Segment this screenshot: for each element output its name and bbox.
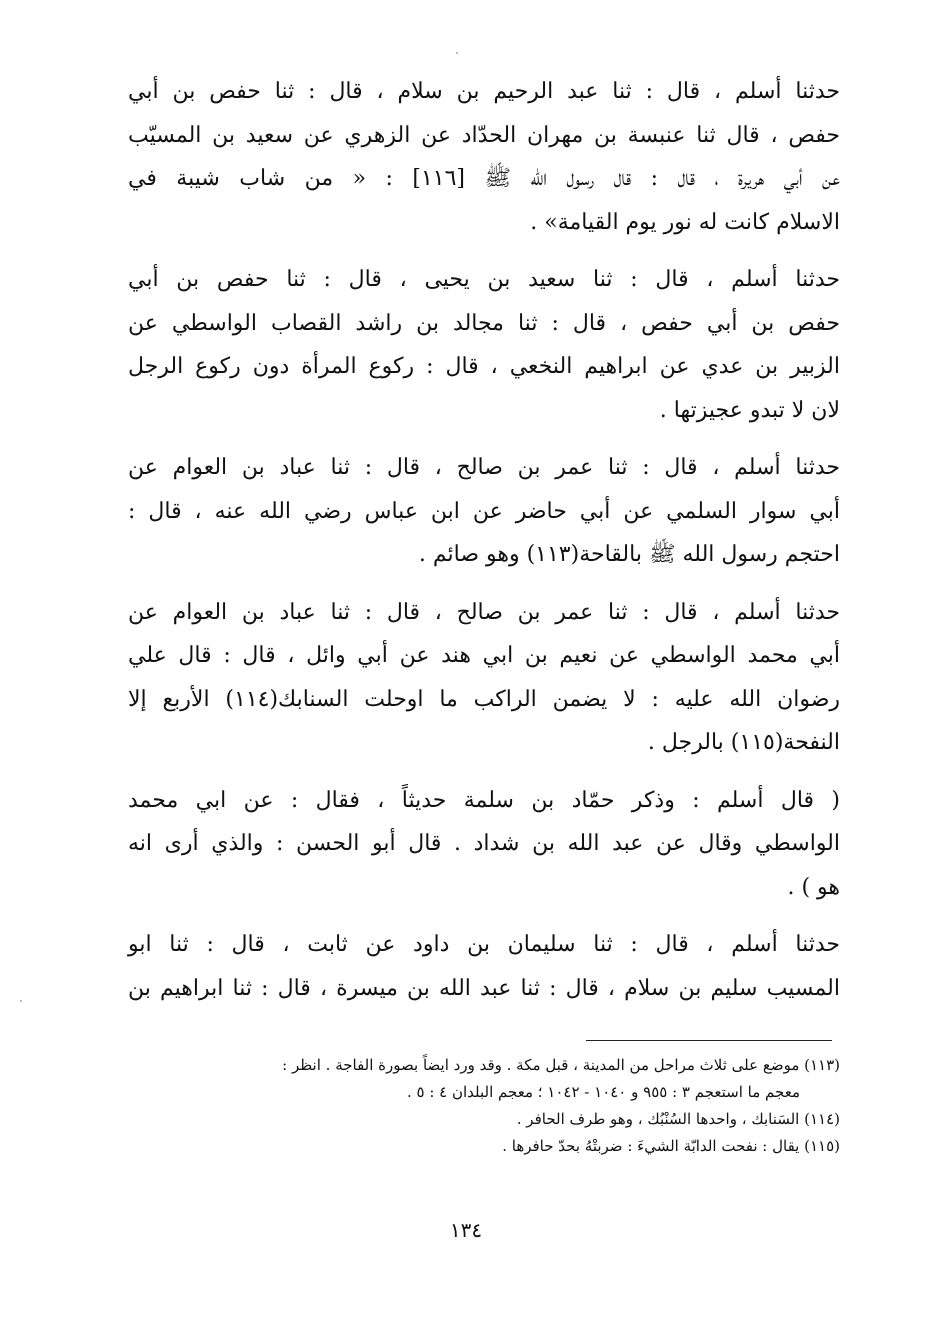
text-line: حفص بن أبي حفص ، قال : ثنا مجالد بن راشد القصاب الواسطي عن xyxy=(128,310,840,336)
text-line: النفحة(١١٥) بالرجل . xyxy=(647,730,840,755)
text-line: الواسطي وقال عن عبد الله بن شداد . قال أبو الحسن : والذي أرى انه xyxy=(128,831,840,856)
hadith-paragraph-5 xyxy=(128,779,840,910)
text-line: عن أبي هريرة ، قال : قال رسول الله ﷺ [١١٦] : « من شاب شيبة في xyxy=(128,166,840,191)
text-line: حفص ، قال ثنا عنبسة بن مهران الحدّاد عن الزهري عن سعيد بن المسيّب xyxy=(128,122,840,148)
footnote-113: (١١٣) موضع على ثلاث مراحل من المدينة ، قبل مكة . وقد ورد ايضاً بصورة الفاجة . انظر : xyxy=(282,1056,840,1074)
scan-speck xyxy=(456,52,458,54)
footnote-113-continuation: معجم ما استعجم ٣ : ٩٥٥ و ١٠٤٠ - ١٠٤٢ ؛ معجم البلدان ٤ : ٥ . xyxy=(406,1083,800,1101)
text-line: حدثنا أسلم ، قال : ثنا سعيد بن يحيى ، قال : ثنا حفص بن أبي xyxy=(128,267,840,292)
text-line: رضوان الله عليه : لا يضمن الراكب ما اوحلت السنابك(١١٤) الأربع إلا xyxy=(128,686,841,712)
text-line: ( قال أسلم : وذكر حمّاد بن سلمة حديثاً ، فقال : عن ابي محمد xyxy=(128,787,840,813)
footnote-115: (١١٥) يقال : نفحت الدابّة الشيءَ : ضربتْهُ بحدّ حافرها . xyxy=(502,1137,840,1155)
footnotes xyxy=(128,1052,840,1160)
text-line: أبي سوار السلمي عن أبي حاضر عن ابن عباس رضي الله عنه ، قال : xyxy=(128,498,840,524)
hadith-paragraph-3 xyxy=(128,446,840,577)
text-line: الاسلام كانت له نور يوم القيامة» . xyxy=(530,209,840,235)
text-line: هو ) . xyxy=(787,874,840,900)
footnote-divider xyxy=(586,1040,832,1041)
text-line: أبي محمد الواسطي عن نعيم بن ابي هند عن أبي وائل ، قال : قال علي xyxy=(128,643,840,668)
footnote-114: (١١٤) السَنابك ، واحدها السُنْبُك ، وهو طرف الحافر . xyxy=(516,1110,840,1128)
hadith-paragraph-6 xyxy=(128,923,840,1010)
text-line: لان لا تبدو عجيزتها . xyxy=(659,397,840,423)
text-line: حدثنا أسلم ، قال : ثنا عمر بن صالح ، قال : ثنا عباد بن العوام عن xyxy=(128,455,840,480)
text-line: حدثنا أسلم ، قال : ثنا عبد الرحيم بن سلام ، قال : ثنا حفص بن أبي xyxy=(128,79,840,104)
text-line: المسيب سليم بن سلام ، قال : ثنا عبد الله بن ميسرة ، قال : ثنا ابراهيم بن xyxy=(128,975,840,1001)
main-text xyxy=(128,70,840,1024)
text-line: احتجم رسول الله ﷺ بالقاحة(١١٣) وهو صائم . xyxy=(418,542,840,567)
page-number: ١٣٤ xyxy=(449,1218,483,1242)
text-line: الزبير بن عدي عن ابراهيم النخعي ، قال : ركوع المرأة دون ركوع الرجل xyxy=(128,354,840,379)
hadith-paragraph-2 xyxy=(128,258,840,432)
scan-speck xyxy=(20,1000,22,1002)
text-line: حدثنا أسلم ، قال : ثنا عمر بن صالح ، قال : ثنا عباد بن العوام عن xyxy=(128,599,840,625)
hadith-paragraph-1 xyxy=(128,70,840,244)
text-line: حدثنا أسلم ، قال : ثنا سليمان بن داود عن ثابت ، قال : ثنا ابو xyxy=(128,932,840,957)
hadith-paragraph-4 xyxy=(128,591,840,765)
